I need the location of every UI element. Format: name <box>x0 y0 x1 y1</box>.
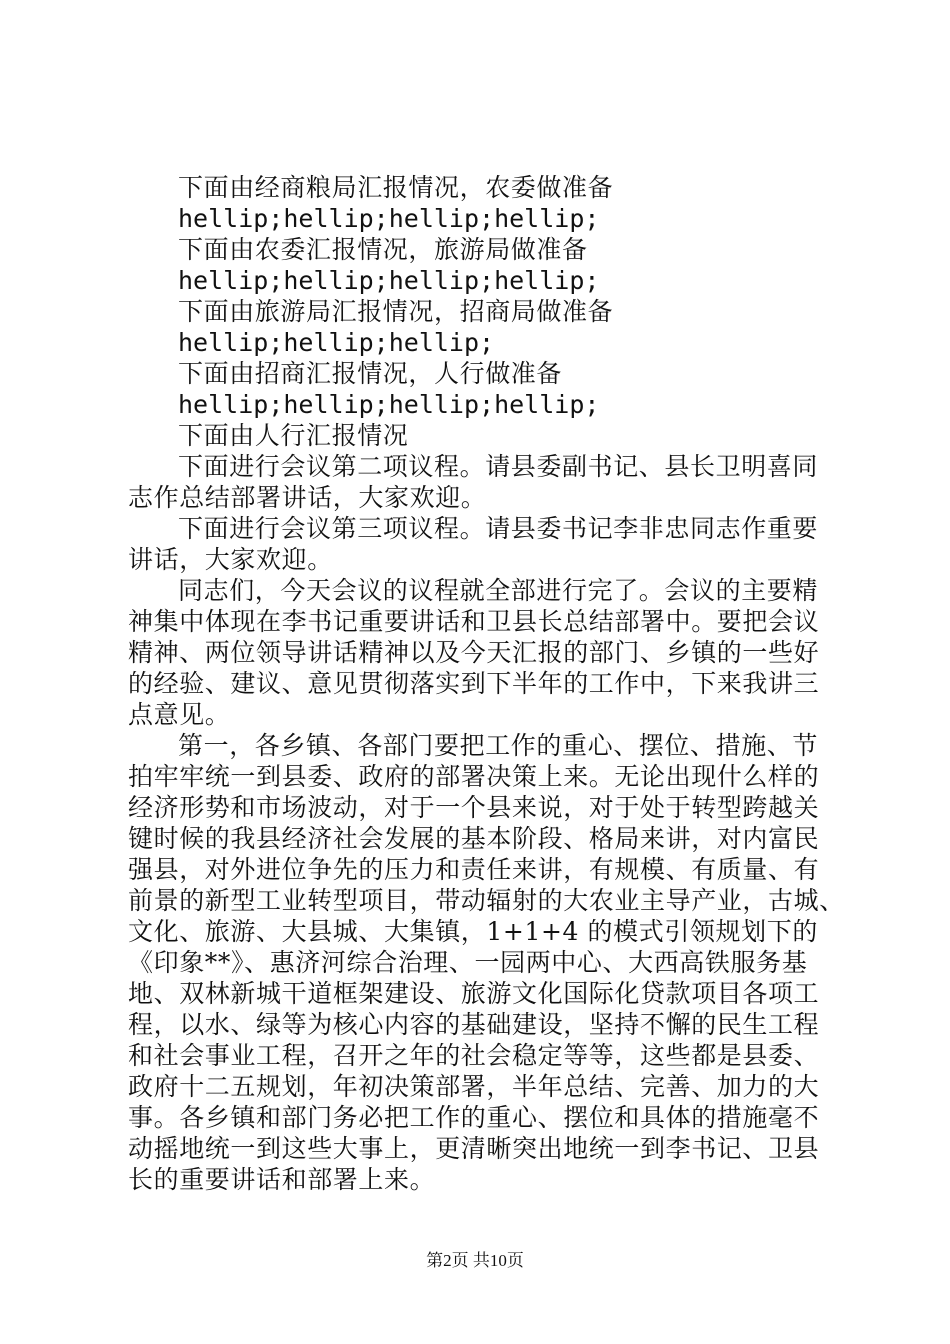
text-line: 前景的新型工业转型项目，带动辐射的大农业主导产业，古城、 <box>128 886 845 915</box>
text-line: 精神、两位领导讲话精神以及今天汇报的部门、乡镇的一些好 <box>128 638 820 667</box>
text-line: 动摇地统一到这些大事上，更清晰突出地统一到李书记、卫县 <box>128 1134 820 1163</box>
text-line: 经济形势和市场波动，对于一个县来说，对于处于转型跨越关 <box>128 793 820 822</box>
text-line: 同志们，今天会议的议程就全部进行完了。会议的主要精 <box>178 576 819 605</box>
text-line: 下面由人行汇报情况 <box>178 421 409 450</box>
text-line: 下面由招商汇报情况，人行做准备 <box>178 359 563 388</box>
text-line: hellip;hellip;hellip;hellip; <box>178 390 600 419</box>
text-line: 键时候的我县经济社会发展的基本阶段、格局来讲，对内富民 <box>128 824 820 853</box>
text-line: 和社会事业工程，召开之年的社会稳定等等，这些都是县委、 <box>128 1041 820 1070</box>
text-line: 拍牢牢统一到县委、政府的部署决策上来。无论出现什么样的 <box>128 762 820 791</box>
text-line: 下面由旅游局汇报情况，招商局做准备 <box>178 297 614 326</box>
text-line: 第一，各乡镇、各部门要把工作的重心、摆位、措施、节 <box>178 731 819 760</box>
text-line: 《印象**》、惠济河综合治理、一园两中心、大西高铁服务基 <box>128 948 808 977</box>
text-line: 文化、旅游、大县城、大集镇，1+1+4 的模式引领规划下的 <box>128 917 818 946</box>
text-line: 长的重要讲话和部署上来。 <box>128 1165 436 1194</box>
text-line: 神集中体现在李书记重要讲话和卫县长总结部署中。要把会议 <box>128 607 820 636</box>
text-line: 政府十二五规划，年初决策部署，半年总结、完善、加力的大 <box>128 1072 820 1101</box>
text-line: hellip;hellip;hellip;hellip; <box>178 204 600 233</box>
text-line: 下面进行会议第三项议程。请县委书记李非忠同志作重要 <box>178 514 819 543</box>
text-line: 讲话，大家欢迎。 <box>128 545 333 574</box>
text-line: 点意见。 <box>128 700 231 729</box>
text-line: 下面进行会议第二项议程。请县委副书记、县长卫明喜同 <box>178 452 819 481</box>
text-line: hellip;hellip;hellip;hellip; <box>178 266 600 295</box>
text-line: 程，以水、绿等为核心内容的基础建设，坚持不懈的民生工程 <box>128 1010 820 1039</box>
text-line: 的经验、建议、意见贯彻落实到下半年的工作中，下来我讲三 <box>128 669 820 698</box>
text-line: 下面由经商粮局汇报情况，农委做准备 <box>178 173 614 202</box>
text-line: 志作总结部署讲话，大家欢迎。 <box>128 483 487 512</box>
text-line: 下面由农委汇报情况，旅游局做准备 <box>178 235 588 264</box>
page-number-footer: 第2页 共10页 <box>426 1251 524 1270</box>
text-line: 地、双林新城干道框架建设、旅游文化国际化贷款项目各项工 <box>128 979 820 1008</box>
text-line: 强县，对外进位争先的压力和责任来讲，有规模、有质量、有 <box>128 855 820 884</box>
text-line: 事。各乡镇和部门务必把工作的重心、摆位和具体的措施毫不 <box>128 1103 820 1132</box>
text-line: hellip;hellip;hellip; <box>178 328 495 357</box>
